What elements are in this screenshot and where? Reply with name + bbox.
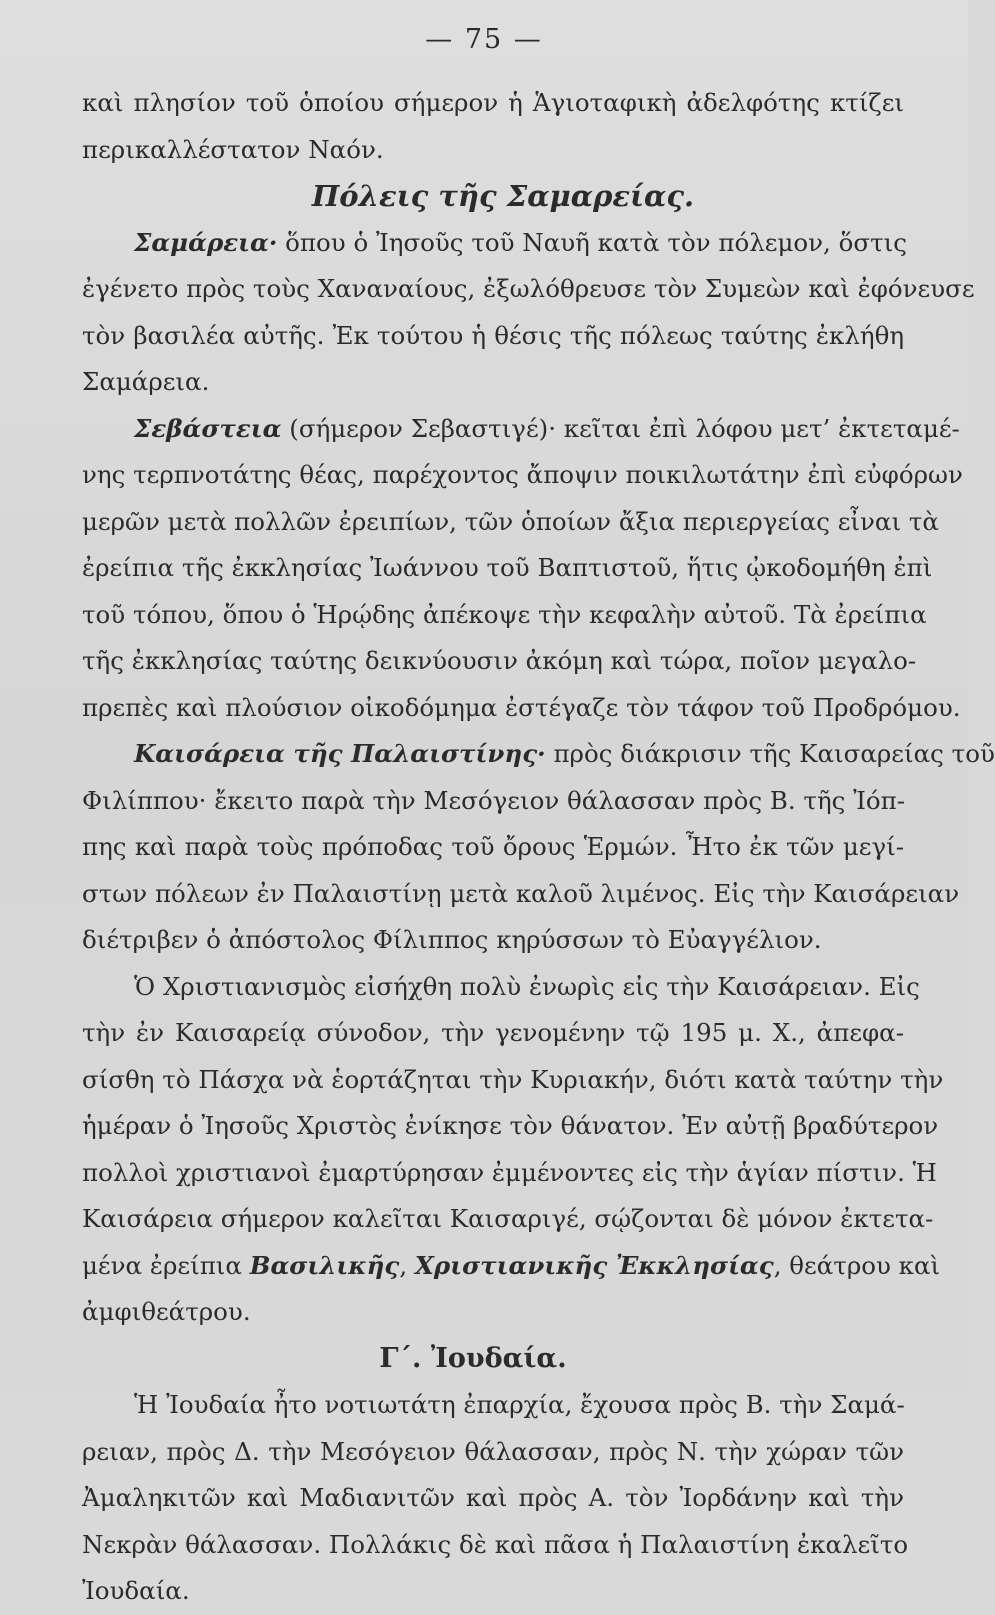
text-line: πρεπὲς καὶ πλούσιον οἰκοδόμημα ἐστέγαζε τὸν τάφον τοῦ Προδρόμου. [82,692,961,722]
term-basilica: Βασιλικῆς [249,1250,400,1280]
term-samaria: Σαμάρεια· [134,227,278,257]
text-line: ἀμφιθεάτρου. [82,1297,251,1326]
text-line: στων πόλεων ἐν Παλαιστίνῃ μετὰ καλοῦ λιμένος. Εἰς τὴν Καισάρειαν [82,878,960,908]
text-line: Φιλίππου· ἔκειτο παρὰ τὴν Μεσόγειον θάλασσαν πρὸς Β. τῆς Ἰόπ- [82,785,906,815]
text-run: , θεάτρου καὶ [773,1250,941,1280]
text-line: ἐγένετο πρὸς τοὺς Χαναναίους, ἐξωλόθρευσε τὸν Συμεὼν καὶ ἐφόνευσε [82,274,975,303]
term-sebasteia: Σεβάστεια [134,413,282,443]
text-line: ἐρείπια τῆς ἐκκλησίας Ἰωάννου τοῦ Βαπτιστοῦ, ἥτις ᾠκοδομήθη ἐπὶ [82,553,933,582]
text-line: τῆς ἐκκλησίας ταύτης δεικνύουσιν ἀκόμη καὶ τώρα, ποῖον μεγαλο- [82,646,917,675]
section-heading-samaria: Πόλεις τῆς Σαμαρείας. [311,179,695,213]
text-line: νης τερπνοτάτης θέας, παρέχοντος ἄποψιν ποικιλωτάτην ἐπὶ εὐφόρων [82,460,963,489]
text-line: καὶ πλησίον τοῦ ὁποίου σήμερον ἡ Ἁγιοταφικὴ ἀδελφότης κτίζει [82,88,904,117]
text-line: Ἡ Ἰουδαία ἦτο νοτιωτάτη ἐπαρχία, ἔχουσα πρὸς Β. τὴν Σαμά- [134,1390,905,1419]
text-line: ρειαν, πρὸς Δ. τὴν Μεσόγειον θάλασσαν, πρὸς Ν. τὴν χώραν τῶν [82,1436,904,1466]
text-run: , [399,1250,415,1280]
text-line: πης καὶ παρὰ τοὺς πρόποδας τοῦ ὄρους Ἑρμών. Ἦτο ἐκ τῶν μεγί- [82,832,904,861]
term-christian-church: Χριστιανικῆς Ἐκκλησίας [414,1250,774,1280]
text-line [82,406,960,453]
text-line: Καισάρεια σήμερον καλεῖται Καισαριγέ, σῴζονται δὲ μόνον ἐκτετα- [82,1204,934,1233]
text-line: Ὁ Χριστιανισμὸς εἰσήχθη πολὺ ἐνωρὶς εἰς τὴν Καισάρειαν. Εἰς [134,971,920,1001]
page-body [82,80,995,1615]
term-caesarea: Καισάρεια τῆς Παλαιστίνης· [134,739,546,768]
text-line: τὸν βασιλέα αὐτῆς. Ἐκ τούτου ἡ θέσις τῆς πόλεως ταύτης ἐκλήθη [82,320,904,350]
text-run: ὅπου ὁ Ἰησοῦς τοῦ Ναυῆ κατὰ τὸν πόλεμον, ὅστις [277,227,907,257]
text-line: Ἰουδαία. [82,1576,190,1605]
section-heading-judea: Γ΄. Ἰουδαία. [379,1342,567,1374]
text-line: τοῦ τόπου, ὅπου ὁ Ἡρῴδης ἀπέκοψε τὴν κεφαλὴν αὐτοῦ. Τὰ ἐρείπια [82,599,927,629]
text-line [82,220,907,267]
text-line: σίσθη τὸ Πάσχα νὰ ἑορτάζηται τὴν Κυριακήν, διότι κατὰ ταύτην τὴν [82,1064,944,1094]
text-line: ἡμέραν ὁ Ἰησοῦς Χριστὸς ἐνίκησε τὸν θάνατον. Ἐν αὐτῇ βραδύτερον [82,1111,939,1140]
text-line: Νεκρὰν θάλασσαν. Πολλάκις δὲ καὶ πᾶσα ἡ Παλαιστίνη ἐκαλεῖτο [82,1529,909,1559]
text-run: πρὸς διάκρισιν τῆς Καισαρείας τοῦ [545,739,995,768]
text-run: (σήμερον Σεβαστιγέ)· κεῖται ἐπὶ λόφου μετ’ ἐκτεταμέ- [281,413,960,443]
text-line: μερῶν μετὰ πολλῶν ἐρειπίων, τῶν ὁποίων ἄξια περιεργείας εἶναι τὰ [82,506,939,536]
text-line: πολλοὶ χριστιανοὶ ἐμαρτύρησαν ἐμμένοντες εἰς τὴν ἁγίαν πίστιν. Ἡ [82,1157,937,1187]
text-line: τὴν ἐν Καισαρείᾳ σύνοδον, τὴν γενομένην τῷ 195 μ. Χ., ἀπεφα- [82,1018,904,1047]
text-line: διέτριβεν ὁ ἀπόστολος Φίλιππος κηρύσσων τὸ Εὐαγγέλιον. [82,925,822,954]
page-number: — 75 — [425,24,543,55]
text-line: Ἀμαληκιτῶν καὶ Μαδιανιτῶν καὶ πρὸς Α. τὸν Ἰορδάνην καὶ τὴν [82,1483,904,1512]
text-line [82,1243,941,1290]
text-line [82,731,995,778]
text-line: Σαμάρεια. [82,367,210,396]
text-line: περικαλλέστατον Ναόν. [82,134,384,164]
text-run: μένα ἐρείπια [82,1250,250,1280]
